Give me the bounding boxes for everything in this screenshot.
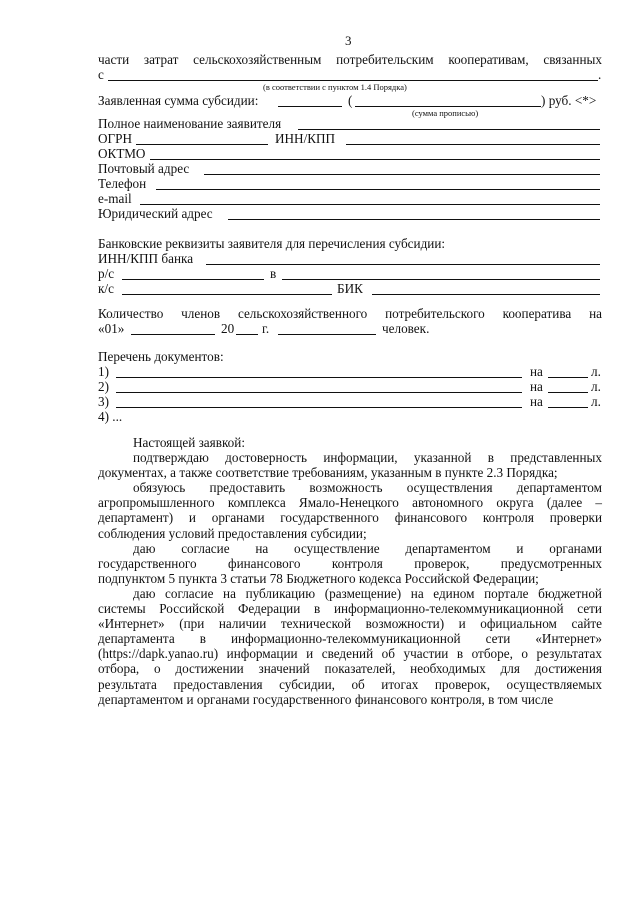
declaration-p4-line: департаментом и органами государственного финансового контроля, в том числе	[98, 691, 554, 707]
declaration-p4-line: результата предоставления субсидии, об итогах проверок, осуществляемых	[98, 676, 602, 692]
doc-item-4: 4) ...	[98, 409, 123, 424]
inn-kpp-blank[interactable]	[346, 144, 600, 145]
members-unit: человек.	[382, 321, 430, 336]
subsidy-hint: (сумма прописью)	[412, 108, 479, 118]
intro-blank[interactable]	[108, 80, 598, 81]
word: кооперативам,	[448, 52, 529, 67]
page-number: 3	[345, 33, 352, 48]
bank-heading: Банковские реквизиты заявителя для перечисления субсидии:	[98, 236, 446, 251]
members-year-blank[interactable]	[236, 334, 258, 335]
oktmo-label: ОКТМО	[98, 146, 146, 161]
declaration-p2-line: соблюдения условий предоставления субсидии;	[98, 525, 367, 541]
word: части	[98, 52, 130, 67]
subsidy-open-paren: (	[348, 93, 353, 108]
declaration-heading: Настоящей заявкой:	[133, 435, 245, 450]
declaration-p3-line: подпунктом 5 пункта 3 статьи 78 Бюджетного кодекса Российской Федерации;	[98, 570, 539, 586]
word: затрат	[143, 52, 179, 67]
intro-line-1	[98, 52, 602, 67]
doc-item-1-blank[interactable]	[116, 377, 522, 378]
bik-label: БИК	[337, 281, 363, 296]
oktmo-blank[interactable]	[150, 159, 600, 160]
doc-item-3-l: л.	[591, 394, 601, 409]
declaration-p4-line: «Интернет» (при наличии технической возможности) и официальном сайте	[98, 616, 602, 632]
legal-label: Юридический адрес	[98, 206, 213, 221]
doc-item-1-num: 1)	[98, 364, 109, 379]
declaration-p3-line: государственного финансового контроля проверок, предусмотренных	[98, 555, 602, 571]
declaration-p2-line: департамент) и органами государственного финансового контроля проверки	[98, 510, 602, 526]
full-name-label: Полное наименование заявителя	[98, 116, 282, 131]
doc-item-3-blank[interactable]	[116, 407, 522, 408]
declaration-p2-line: обязуюсь предоставить возможность осуществления департаментом	[133, 480, 602, 496]
declaration-p4-line: (https://dapk.yanao.ru) информации и сведений об участии в отборе, о результатах	[98, 646, 602, 662]
members-count-blank[interactable]	[278, 334, 376, 335]
postal-label: Почтовый адрес	[98, 161, 190, 176]
phone-label: Телефон	[98, 176, 147, 191]
word: на	[589, 306, 602, 321]
bank-inn-label: ИНН/КПП банка	[98, 251, 194, 266]
doc-item-2-pages-blank[interactable]	[548, 392, 588, 393]
declaration-p4-line: отбора, о достижении значений показателей, необходимых для достижения	[98, 661, 602, 677]
subsidy-amount-blank[interactable]	[278, 106, 342, 107]
word: Количество	[98, 306, 164, 321]
intro-hint: (в соответствии с пунктом 1.4 Порядка)	[263, 82, 407, 92]
declaration-p3-line: даю согласие на осуществление департаментом и органами	[133, 540, 602, 556]
doc-item-3-na: на	[530, 394, 543, 409]
email-blank[interactable]	[140, 204, 600, 205]
intro-prefix: с	[98, 67, 104, 82]
word: сельскохозяйственным	[193, 52, 322, 67]
word: потребительского	[385, 306, 485, 321]
doc-item-1-na: на	[530, 364, 543, 379]
ks-label: к/с	[98, 281, 114, 296]
email-label: e-mail	[98, 191, 132, 206]
legal-blank[interactable]	[228, 219, 600, 220]
doc-item-3-num: 3)	[98, 394, 109, 409]
full-name-blank[interactable]	[298, 129, 600, 130]
doc-item-2-na: на	[530, 379, 543, 394]
doc-item-1-pages-blank[interactable]	[548, 377, 588, 378]
word: кооператива	[502, 306, 572, 321]
doc-item-3-pages-blank[interactable]	[548, 407, 588, 408]
declaration-p1-line: документах, а также соответствие требованиям, указанным в пункте 2.3 Порядка;	[98, 465, 558, 481]
doc-item-2-num: 2)	[98, 379, 109, 394]
word: связанных	[543, 52, 602, 67]
doc-item-1-l: л.	[591, 364, 601, 379]
doc-item-2-l: л.	[591, 379, 601, 394]
members-year-suffix: г.	[262, 321, 270, 336]
subsidy-words-blank[interactable]	[355, 106, 541, 107]
documents-heading: Перечень документов:	[98, 349, 224, 364]
rs-label: р/с	[98, 266, 115, 281]
word: потребительским	[336, 52, 434, 67]
declaration-p4-line: системы Российской Федерации в информационно-телекоммуникационной сети	[98, 601, 602, 616]
doc-item-2-blank[interactable]	[116, 392, 522, 393]
bank-in-label: в	[270, 266, 277, 281]
members-year-prefix: 20	[221, 321, 235, 336]
word: членов	[181, 306, 221, 321]
declaration-p4-line: даю согласие на публикацию (размещение) на едином портале бюджетной	[133, 585, 602, 601]
bank-inn-blank[interactable]	[206, 264, 600, 265]
members-date-open: «01»	[98, 321, 125, 336]
word: сельскохозяйственного	[237, 306, 368, 321]
inn-kpp-label: ИНН/КПП	[275, 131, 336, 146]
members-line	[98, 306, 602, 321]
phone-blank[interactable]	[156, 189, 600, 190]
ogrn-blank[interactable]	[136, 144, 268, 145]
intro-suffix: .	[598, 67, 602, 82]
subsidy-close: ) руб. <*>	[541, 93, 597, 108]
bank-name-blank[interactable]	[282, 279, 600, 280]
ogrn-label: ОГРН	[98, 131, 133, 146]
postal-blank[interactable]	[204, 174, 600, 175]
declaration-p4-line: департамента в информационно-телекоммуникационной сети «Интернет»	[98, 631, 602, 647]
rs-blank[interactable]	[122, 279, 264, 280]
declaration-p2-line: агропромышленного комплекса Ямало-Ненецкого автономного округа (далее –	[98, 495, 602, 511]
ks-blank[interactable]	[122, 294, 332, 295]
bik-blank[interactable]	[372, 294, 600, 295]
members-month-blank[interactable]	[131, 334, 215, 335]
subsidy-label: Заявленная сумма субсидии:	[98, 93, 259, 108]
declaration-p1-line: подтверждаю достоверность информации, указанной в представленных	[133, 450, 602, 465]
